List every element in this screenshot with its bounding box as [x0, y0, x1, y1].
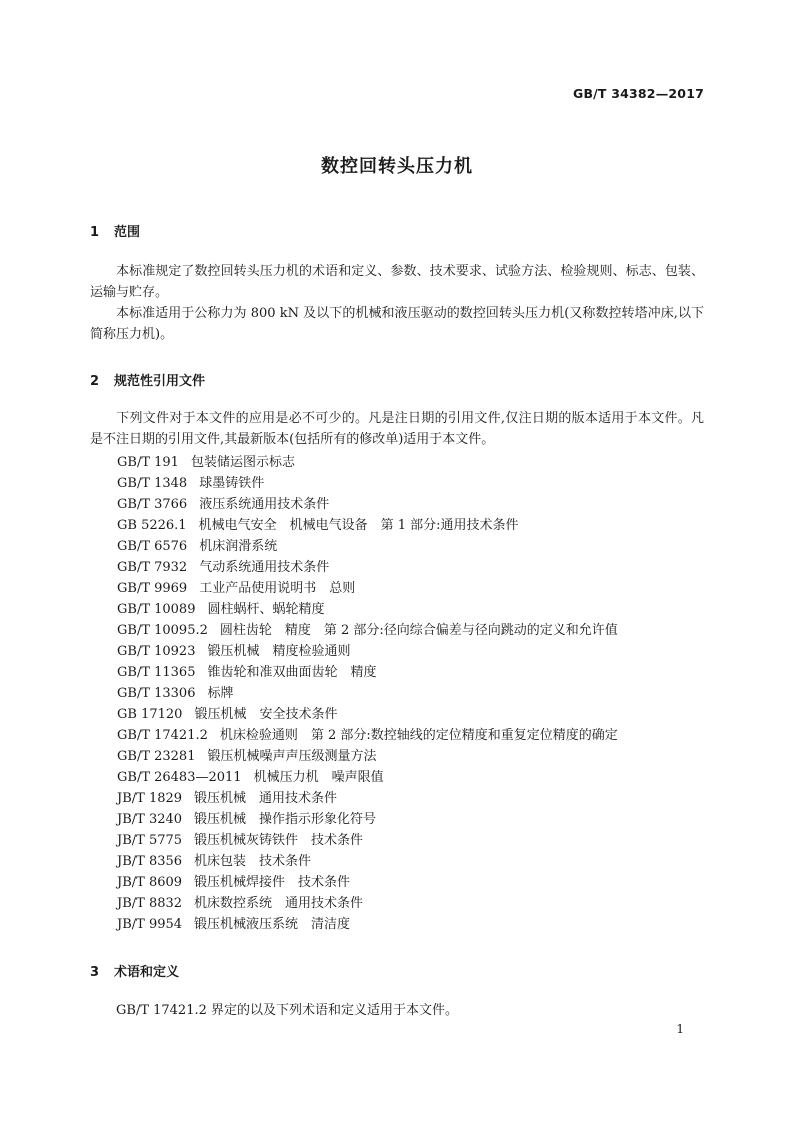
reference-code: GB/T 17421.2 [117, 728, 208, 743]
reference-name: 机械电气安全 机械电气设备 第 1 部分:通用技术条件 [198, 518, 519, 533]
section-number: 3 [90, 965, 100, 980]
reference-code: JB/T 5775 [117, 833, 183, 848]
reference-name: 锻压机械 通用技术条件 [194, 791, 338, 806]
reference-name: 锻压机械焊接件 技术条件 [194, 875, 351, 890]
reference-name: 锻压机械灰铸铁件 技术条件 [194, 833, 364, 848]
section-title: 术语和定义 [114, 965, 180, 980]
reference-code: GB/T 7932 [117, 560, 188, 575]
reference-item [117, 452, 618, 473]
section-1-heading [90, 221, 140, 240]
reference-item [117, 914, 618, 935]
document-title: 数控回转头压力机 [321, 156, 473, 177]
reference-item [117, 494, 618, 515]
reference-name: 锻压机械 操作指示形象化符号 [194, 812, 377, 827]
reference-code: GB/T 3766 [117, 497, 188, 512]
reference-item [117, 893, 618, 914]
reference-item [117, 578, 618, 599]
reference-name: 锻压机械液压系统 清洁度 [194, 917, 351, 932]
section-3-heading [90, 961, 179, 980]
section-2-paragraph-1 [90, 408, 704, 450]
reference-item [117, 641, 618, 662]
reference-name: 锻压机械 精度检验通则 [207, 644, 351, 659]
standard-code: GB/T 34382—2017 [572, 86, 704, 101]
reference-code: JB/T 1829 [117, 791, 183, 806]
reference-code: JB/T 8609 [117, 875, 183, 890]
reference-item [117, 473, 618, 494]
reference-item [117, 830, 618, 851]
reference-name: 气动系统通用技术条件 [199, 560, 330, 575]
reference-name: 锻压机械噪声声压级测量方法 [207, 749, 377, 764]
reference-code: GB/T 26483—2011 [117, 770, 242, 785]
reference-item [117, 809, 618, 830]
reference-name: 锻压机械 安全技术条件 [194, 707, 338, 722]
reference-code: GB/T 191 [117, 455, 179, 470]
section-number: 2 [90, 374, 100, 389]
reference-name: 圆柱蜗杆、蜗轮精度 [207, 602, 325, 617]
reference-item [117, 515, 618, 536]
reference-code: GB/T 10089 [117, 602, 196, 617]
reference-name: 机床检验通则 第 2 部分:数控轴线的定位精度和重复定位精度的确定 [219, 728, 618, 743]
reference-name: 机床润滑系统 [199, 539, 278, 554]
reference-item [117, 662, 618, 683]
section-1-paragraph-2 [90, 303, 704, 345]
reference-code: JB/T 8832 [117, 896, 183, 911]
reference-item [117, 788, 618, 809]
paragraph-text: 本标准规定了数控回转头压力机的术语和定义、参数、技术要求、试验方法、检验规则、标志、包装、运输与贮存。 [90, 264, 704, 300]
section-title: 规范性引用文件 [114, 374, 206, 389]
paragraph-text: 下列文件对于本文件的应用是必不可少的。凡是注日期的引用文件,仅注日期的版本适用于本文件。凡是不注日期的引用文件,其最新版本(包括所有的修改单)适用于本文件。 [90, 411, 704, 447]
reference-item [117, 725, 618, 746]
normative-references-list [117, 452, 618, 935]
reference-name: 工业产品使用说明书 总则 [199, 581, 356, 596]
reference-name: 液压系统通用技术条件 [199, 497, 330, 512]
reference-name: 机床包装 技术条件 [194, 854, 312, 869]
reference-item [117, 746, 618, 767]
reference-code: GB 5226.1 [117, 518, 187, 533]
reference-item [117, 704, 618, 725]
reference-item [117, 620, 618, 641]
reference-code: GB/T 6576 [117, 539, 188, 554]
paragraph-text: GB/T 17421.2 界定的以及下列术语和定义适用于本文件。 [116, 1003, 459, 1018]
reference-code: GB/T 9969 [117, 581, 188, 596]
reference-item [117, 557, 618, 578]
reference-code: GB/T 10923 [117, 644, 196, 659]
reference-name: 标牌 [207, 686, 234, 701]
reference-code: JB/T 9954 [117, 917, 183, 932]
reference-item [117, 536, 618, 557]
section-2-heading [90, 370, 205, 389]
section-number: 1 [90, 225, 100, 240]
reference-item [117, 683, 618, 704]
reference-code: GB/T 11365 [117, 665, 196, 680]
reference-item [117, 872, 618, 893]
section-title: 范围 [114, 225, 141, 240]
reference-name: 圆柱齿轮 精度 第 2 部分:径向综合偏差与径向跳动的定义和允许值 [219, 623, 618, 638]
reference-name: 包装储运图示标志 [190, 455, 295, 470]
reference-code: GB 17120 [117, 707, 183, 722]
section-1-paragraph-1 [90, 261, 704, 303]
reference-code: GB/T 13306 [117, 686, 196, 701]
reference-name: 球墨铸铁件 [199, 476, 265, 491]
reference-code: GB/T 1348 [117, 476, 188, 491]
section-3-paragraph-1 [90, 1000, 704, 1021]
paragraph-text: 本标准适用于公称力为 800 kN 及以下的机械和液压驱动的数控回转头压力机(又称数控转塔冲床,以下简称压力机)。 [90, 306, 704, 342]
page-number: 1 [676, 1022, 684, 1036]
reference-item [117, 599, 618, 620]
reference-item [117, 851, 618, 872]
reference-name: 机床数控系统 通用技术条件 [194, 896, 364, 911]
reference-name: 机械压力机 噪声限值 [253, 770, 384, 785]
reference-name: 锥齿轮和准双曲面齿轮 精度 [207, 665, 377, 680]
reference-item [117, 767, 618, 788]
reference-code: GB/T 10095.2 [117, 623, 208, 638]
reference-code: JB/T 3240 [117, 812, 183, 827]
reference-code: GB/T 23281 [117, 749, 196, 764]
reference-code: JB/T 8356 [117, 854, 183, 869]
